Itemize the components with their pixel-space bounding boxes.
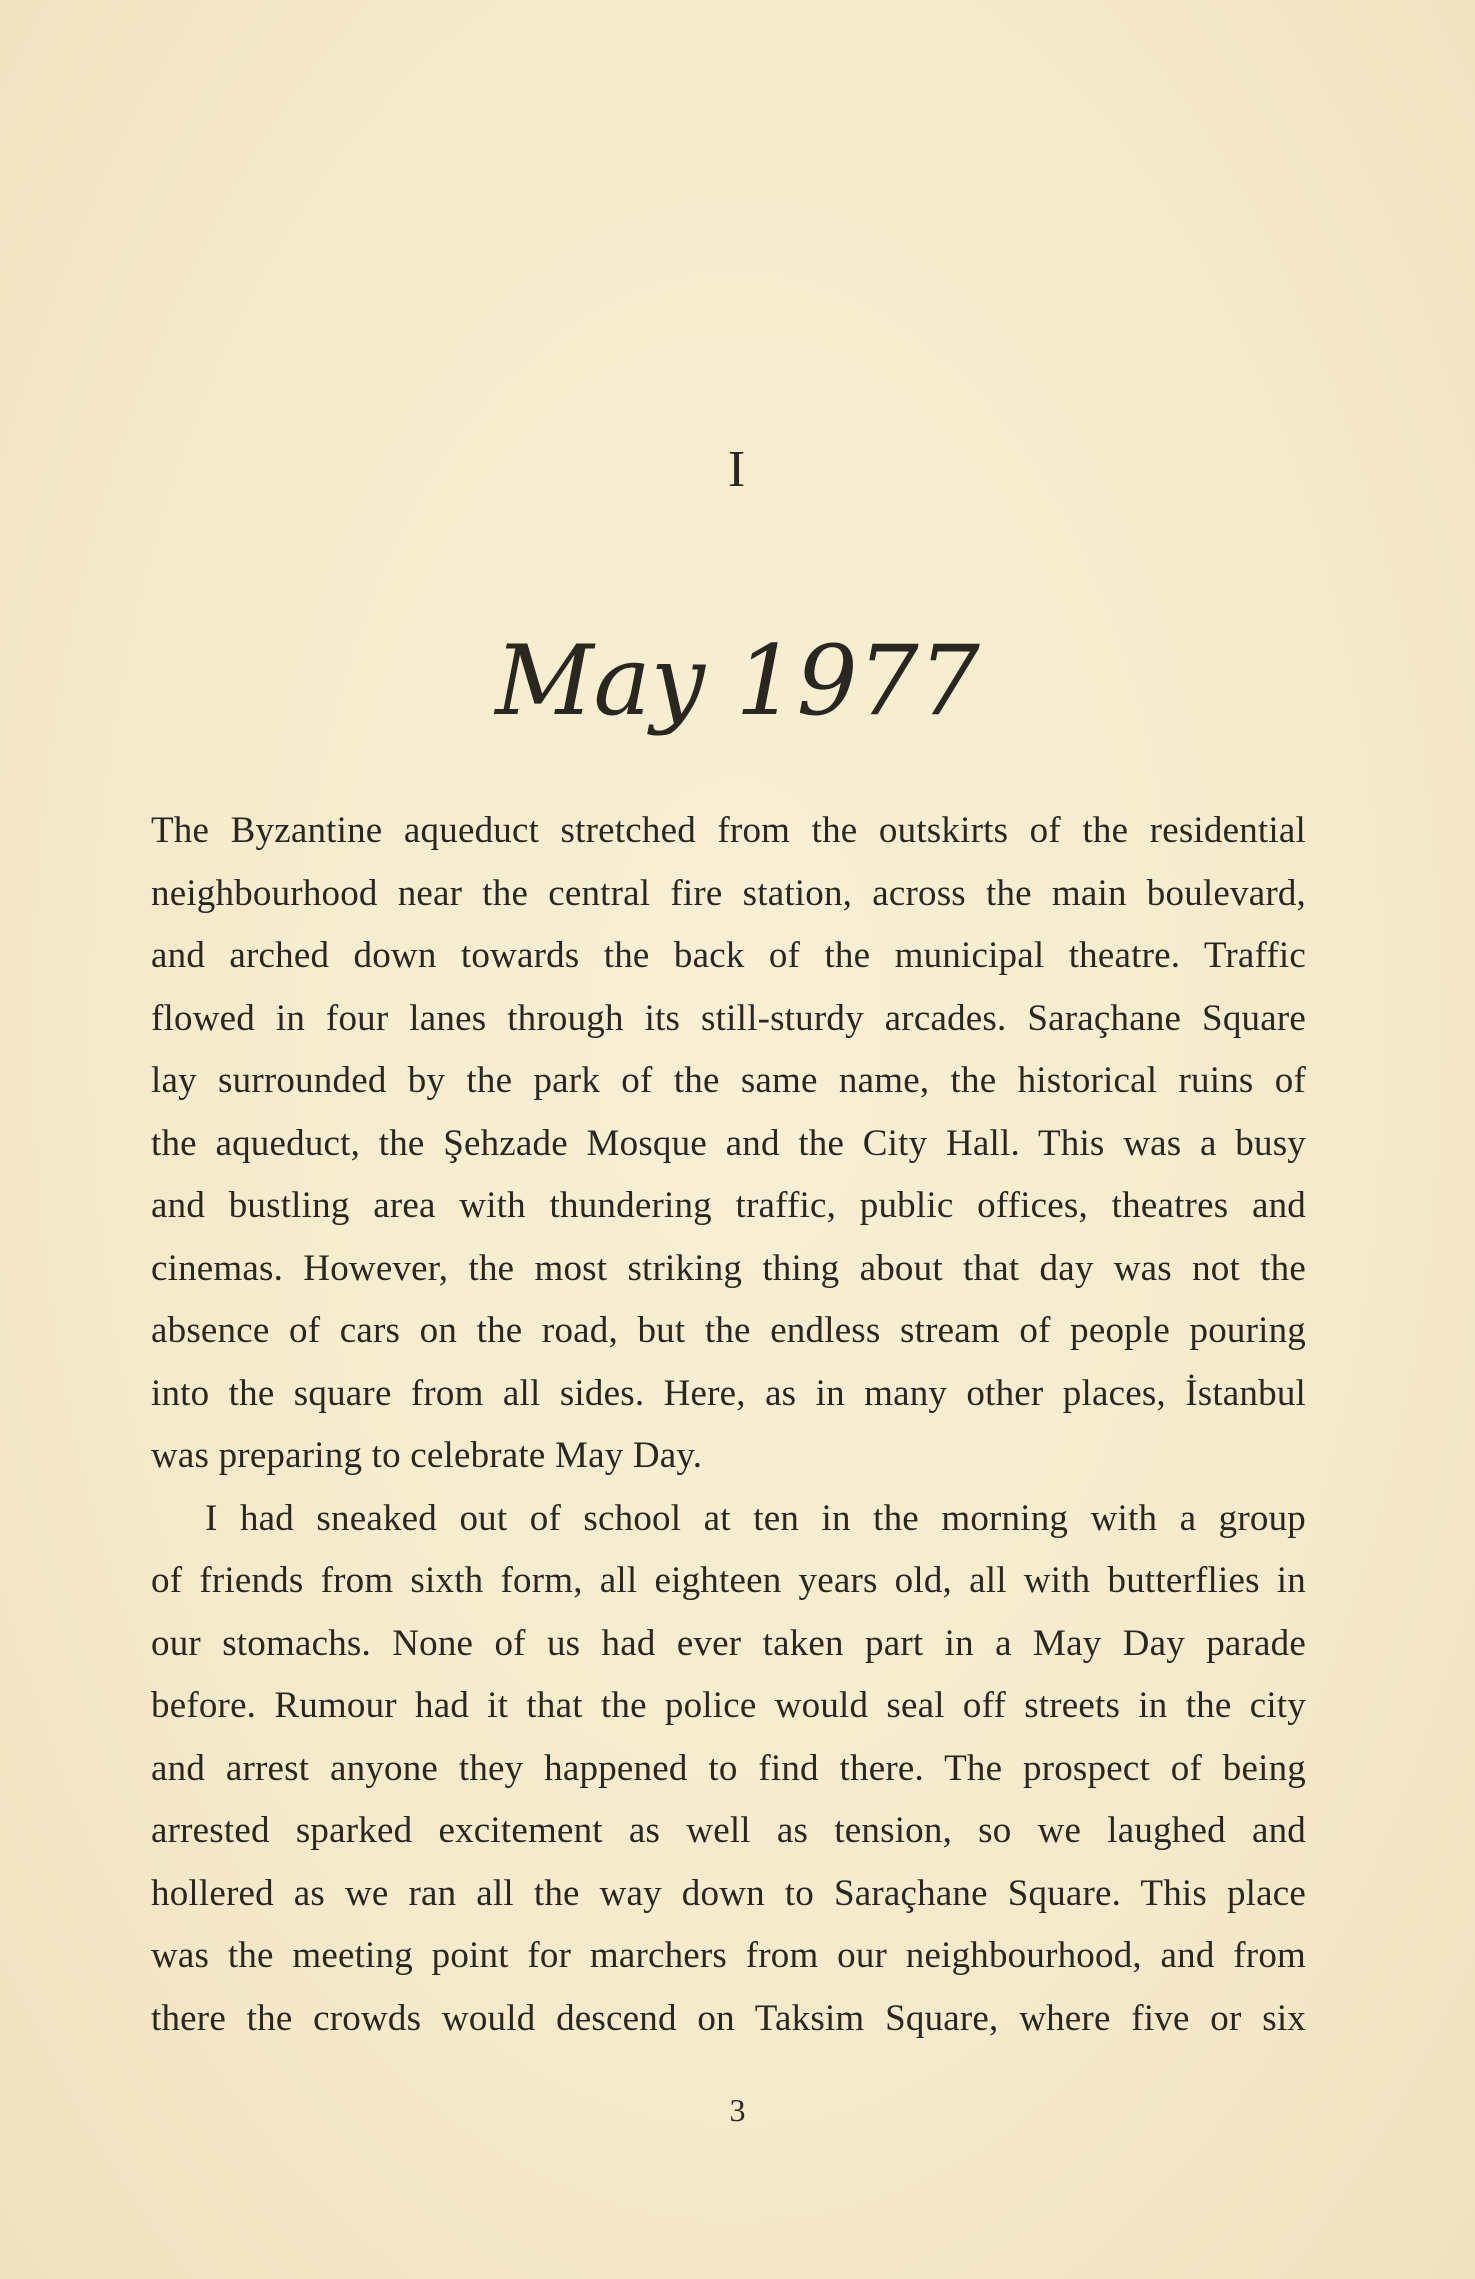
text-line: and arched down towards the back of the municipal theatre. Traffic: [151, 935, 1306, 976]
text-line: The Byzantine aqueduct stretched from the outskirts of the residential: [151, 810, 1306, 851]
text-line: of friends from sixth form, all eighteen years old, all with butterflies in: [151, 1560, 1306, 1601]
text-line: the aqueduct, the Şehzade Mosque and the City Hall. This was a busy: [151, 1122, 1306, 1164]
text-line: cinemas. However, the most striking thing about that day was not the: [151, 1247, 1306, 1289]
text-line: lay surrounded by the park of the same name, the historical ruins of: [151, 1060, 1306, 1101]
text-line: was the meeting point for marchers from our neighbourhood, and from: [151, 1935, 1306, 1976]
show-through-texture: [150, 120, 1330, 680]
chapter-number: I: [727, 441, 748, 498]
text-line: arrested sparked excitement as well as tension, so we laughed and: [151, 1810, 1306, 1851]
text-line: flowed in four lanes through its still-sturdy arcades. Saraçhane Square: [151, 997, 1306, 1039]
text-line: and bustling area with thundering traffic, public offices, theatres and: [151, 1185, 1306, 1226]
text-line: before. Rumour had it that the police would seal off streets in the city: [151, 1685, 1306, 1726]
text-line: our stomachs. None of us had ever taken part in a May Day parade: [151, 1622, 1306, 1664]
text-line: into the square from all sides. Here, as in many other places, İstanbul: [151, 1372, 1306, 1414]
page-number: 3: [729, 2092, 746, 2128]
text-line: was preparing to celebrate May Day.: [151, 1435, 703, 1476]
body-text: [151, 800, 1306, 2050]
text-line: absence of cars on the road, but the endless stream of people pouring: [151, 1310, 1306, 1351]
text-line: neighbourhood near the central fire station, across the main boulevard,: [151, 872, 1306, 914]
text-line: I had sneaked out of school at ten in the morning with a group: [205, 1497, 1306, 1539]
chapter-title: May 1977: [495, 625, 980, 737]
text-line: and arrest anyone they happened to find there. The prospect of being: [151, 1747, 1306, 1789]
text-line: hollered as we ran all the way down to Saraçhane Square. This place: [151, 1872, 1306, 1914]
text-line: there the crowds would descend on Taksim Square, where five or six: [151, 1997, 1306, 2039]
